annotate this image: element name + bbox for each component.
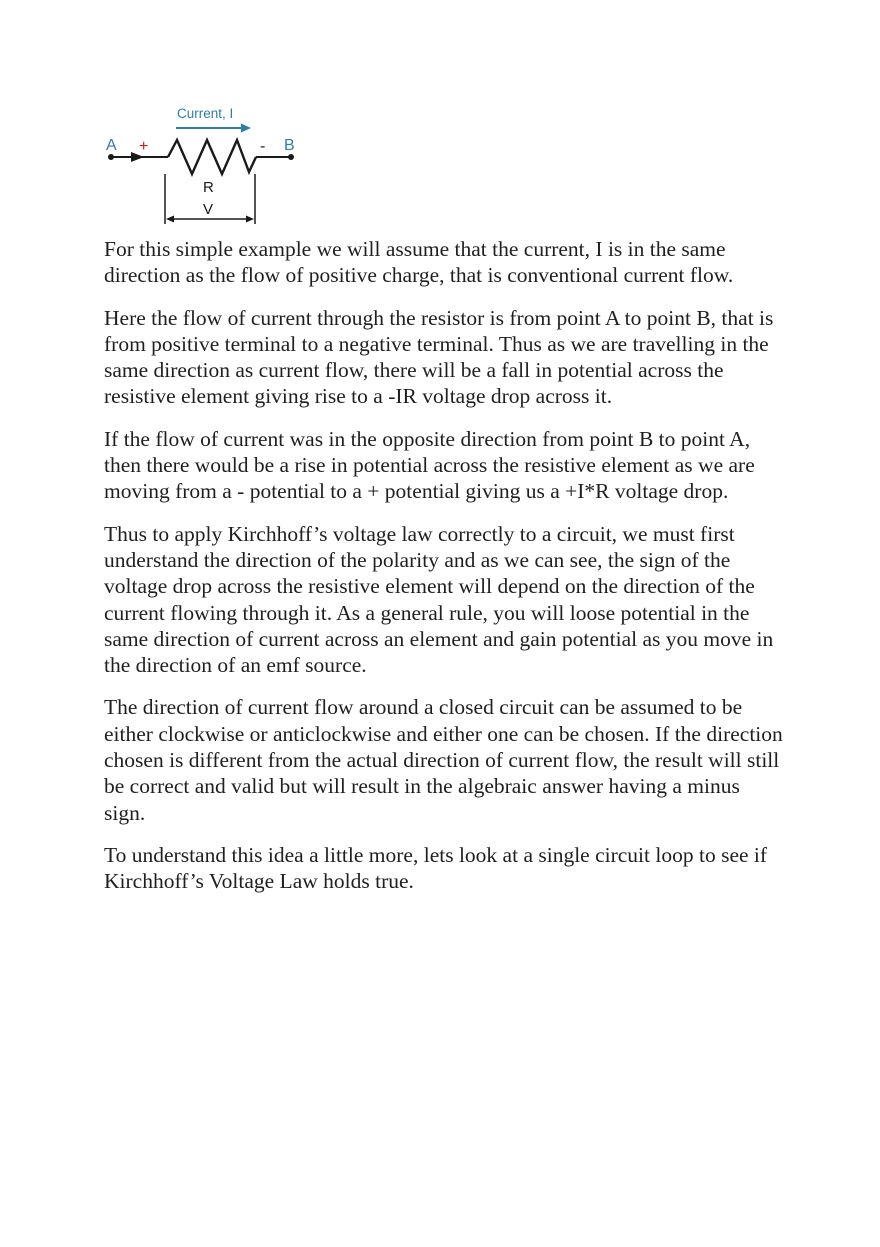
resistor-diagram-svg: [100, 100, 310, 228]
paragraph-2: Here the flow of current through the resistor is from point A to point B, that is from positive terminal to a negative terminal. Thus as we are travelling in the same direction as current flow, there will be a fall in potential across the resistive element giving rise to a -IR voltage drop across it.: [104, 305, 774, 409]
paragraph-3: If the flow of current was in the opposite direction from point B to point A, then there would be a rise in potential across the resistive element as we are moving from a - potential to a + potential giving us a +I*R voltage drop.: [104, 426, 755, 504]
voltage-label: V: [203, 201, 214, 218]
paragraph-4: Thus to apply Kirchhoff’s voltage law correctly to a circuit, we must first understand the direction of the polarity and as we can see, the sign of the voltage drop across the resistive element will depend on the direction of the current flowing through it. As a general rule, you will loose potential in the same direction of current across an element and gain potential as you move in the direction of an emf source.: [104, 521, 774, 678]
node-b-label: B: [284, 137, 295, 154]
paragraph-6: To understand this idea a little more, lets look at a single circuit loop to see if Kirchhoff’s Voltage Law holds true.: [104, 842, 768, 894]
resistor-diagram: [100, 100, 310, 228]
body-text: [104, 236, 784, 911]
node-b-dot: [288, 154, 294, 160]
minus-sign: -: [260, 138, 266, 155]
voltage-arrow-left-icon: [166, 216, 174, 223]
current-arrow-head-icon: [241, 124, 251, 133]
plus-sign: +: [139, 138, 149, 155]
paragraph-5: The direction of current flow around a closed circuit can be assumed to be either clockwise or anticlockwise and either one can be chosen. If the direction chosen is different from the actual direction of current flow, the result will still be correct and valid but will result in the algebraic answer having a minus sign.: [104, 695, 783, 825]
paragraph-1: For this simple example we will assume that the current, I is in the same direction as the flow of positive charge, that is conventional current flow.: [104, 237, 734, 288]
resistor-label: R: [203, 179, 214, 196]
voltage-arrow-right-icon: [246, 216, 254, 223]
resistor-zigzag-icon: [168, 140, 256, 174]
current-label: Current, I: [177, 106, 234, 121]
node-a-label: A: [106, 137, 117, 154]
